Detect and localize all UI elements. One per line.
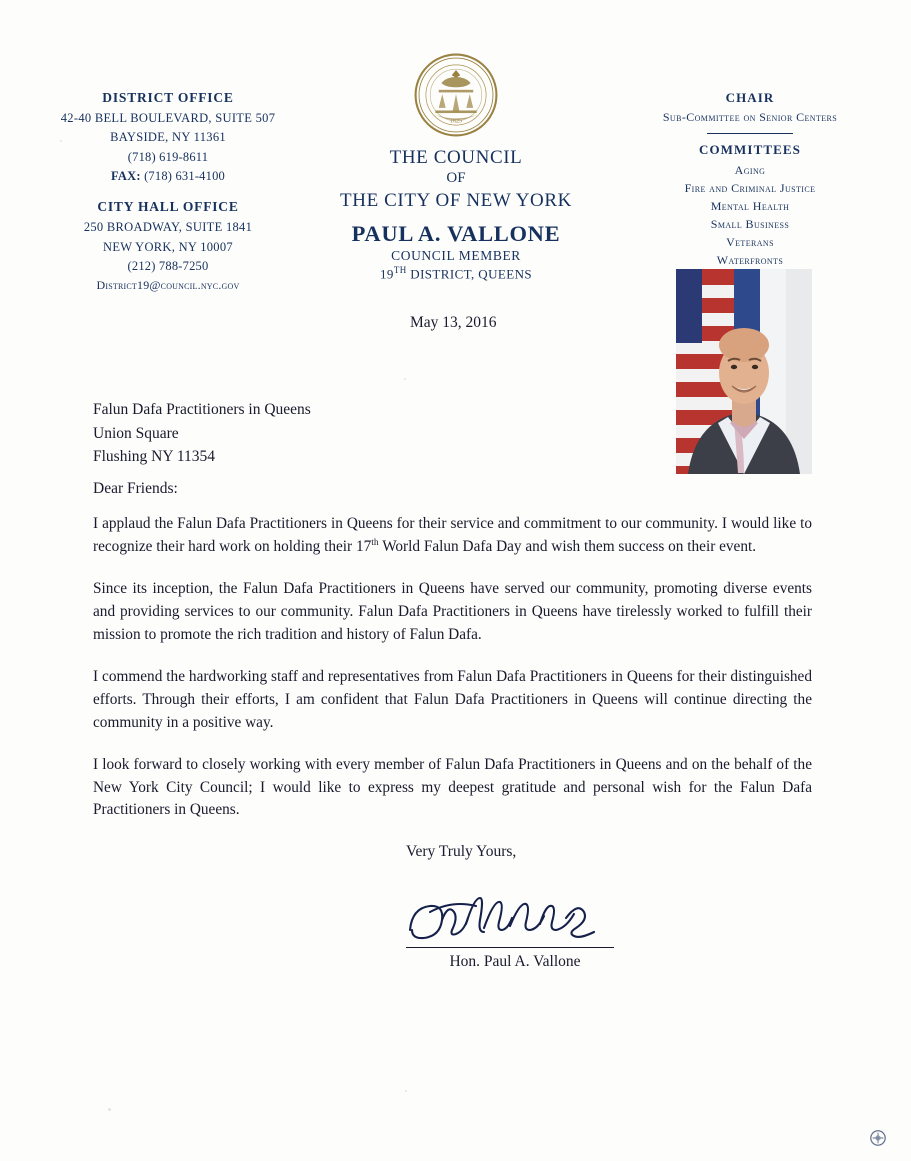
letterhead-center-block xyxy=(306,52,606,282)
letter-paragraph: I applaud the Falun Dafa Practitioners in Queens for their service and commitment to our community. I would like to recognize their hard work on holding their 17th World Falun Dafa Day and wish them success on their event. xyxy=(93,515,812,556)
member-district-ordinal: TH xyxy=(393,264,407,275)
letter-date: May 13, 2016 xyxy=(410,314,497,331)
district-address-line-1: 42-40 BELL BOULEVARD, SUITE 507 xyxy=(60,110,276,125)
signer-name: Hon. Paul A. Vallone xyxy=(449,953,581,970)
recipient-line-1: Falun Dafa Practitioners in Queens xyxy=(93,401,311,418)
letterhead xyxy=(0,52,911,293)
portrait-photo xyxy=(676,269,812,474)
committee-item: Mental Health xyxy=(710,199,790,213)
district-address-line-2: BAYSIDE, NY 11361 xyxy=(110,130,226,145)
letterhead-left-block xyxy=(36,88,300,295)
recipient-line-2: Union Square xyxy=(93,424,179,442)
scan-speck xyxy=(108,1108,111,1111)
portrait-illustration xyxy=(676,269,812,474)
committee-item: Small Business xyxy=(710,217,790,231)
city-hall-office-title: CITY HALL OFFICE xyxy=(97,199,239,215)
salutation: Dear Friends: xyxy=(93,480,178,497)
district-fax-row xyxy=(36,167,300,186)
recipient-address xyxy=(93,398,311,469)
member-district-number: 19 xyxy=(380,266,394,282)
council-line-1: THE COUNCIL xyxy=(389,147,523,168)
letter-paragraph: I look forward to closely working with every member of Falun Dafa Practitioners in Queens and on the behalf of the New York City Council; I would like to express my deepest gratitude and personal wish for the Falun Dafa Practitioners in Queens. xyxy=(93,755,812,819)
spacer xyxy=(36,186,300,197)
divider xyxy=(707,133,793,134)
svg-text:1625: 1625 xyxy=(449,118,463,125)
closing-line: Very Truly Yours, xyxy=(406,843,517,860)
city-hall-address-line-2: NEW YORK, NY 10007 xyxy=(103,239,233,254)
chair-title: CHAIR xyxy=(725,90,775,105)
scan-speck xyxy=(405,1090,407,1092)
committee-item: Waterfronts xyxy=(716,253,784,267)
city-hall-phone: (212) 788-7250 xyxy=(127,259,209,274)
committee-item: Aging xyxy=(734,163,766,177)
scanner-artifact-stamp-icon xyxy=(869,1129,887,1147)
member-district xyxy=(306,265,606,282)
scan-speck xyxy=(404,378,406,380)
letter-paragraph: Since its inception, the Falun Dafa Practitioners in Queens have served our community, promoting diverse events and providing services to our community. Falun Dafa Practitioners in Queens have tirelessly worked to fulfill their mission to promote the rich tradition and history of Falun Dafa. xyxy=(93,579,812,643)
handwritten-signature-icon xyxy=(400,890,630,960)
nyc-city-council-seal-icon xyxy=(413,52,499,138)
member-title: COUNCIL MEMBER xyxy=(391,247,521,263)
district-office-title: DISTRICT OFFICE xyxy=(102,90,234,105)
recipient-line-3: Flushing NY 11354 xyxy=(93,448,216,466)
signature-block xyxy=(400,890,630,985)
committee-item: Veterans xyxy=(726,235,774,249)
letter-paragraph: I commend the hardworking staff and representatives from Falun Dafa Practitioners in Queens for their distinguished efforts. Through their efforts, I am confident that Falun Dafa Practitioners in Queens will continue directing the community in a positive way. xyxy=(93,667,812,731)
council-line-2: OF xyxy=(446,170,466,187)
fax-label: FAX: xyxy=(111,169,141,184)
member-district-borough: DISTRICT, QUEENS xyxy=(406,266,532,282)
city-hall-address-line-1: 250 BROADWAY, SUITE 1841 xyxy=(83,220,253,235)
letterhead-right-block xyxy=(635,88,865,269)
committees-title: COMMITTEES xyxy=(698,141,801,157)
council-line-3: THE CITY OF NEW YORK xyxy=(340,189,572,211)
chair-subcommittee: Sub-Committee on Senior Centers xyxy=(662,109,838,124)
signature-line xyxy=(406,947,614,948)
email-address: District19@council.nyc.gov xyxy=(96,278,240,293)
district-fax-number: (718) 631-4100 xyxy=(144,169,225,184)
member-name: PAUL A. VALLONE xyxy=(351,220,561,246)
committee-item: Fire and Criminal Justice xyxy=(684,181,816,195)
letter-body xyxy=(93,513,812,841)
district-phone: (718) 619-8611 xyxy=(127,149,209,164)
